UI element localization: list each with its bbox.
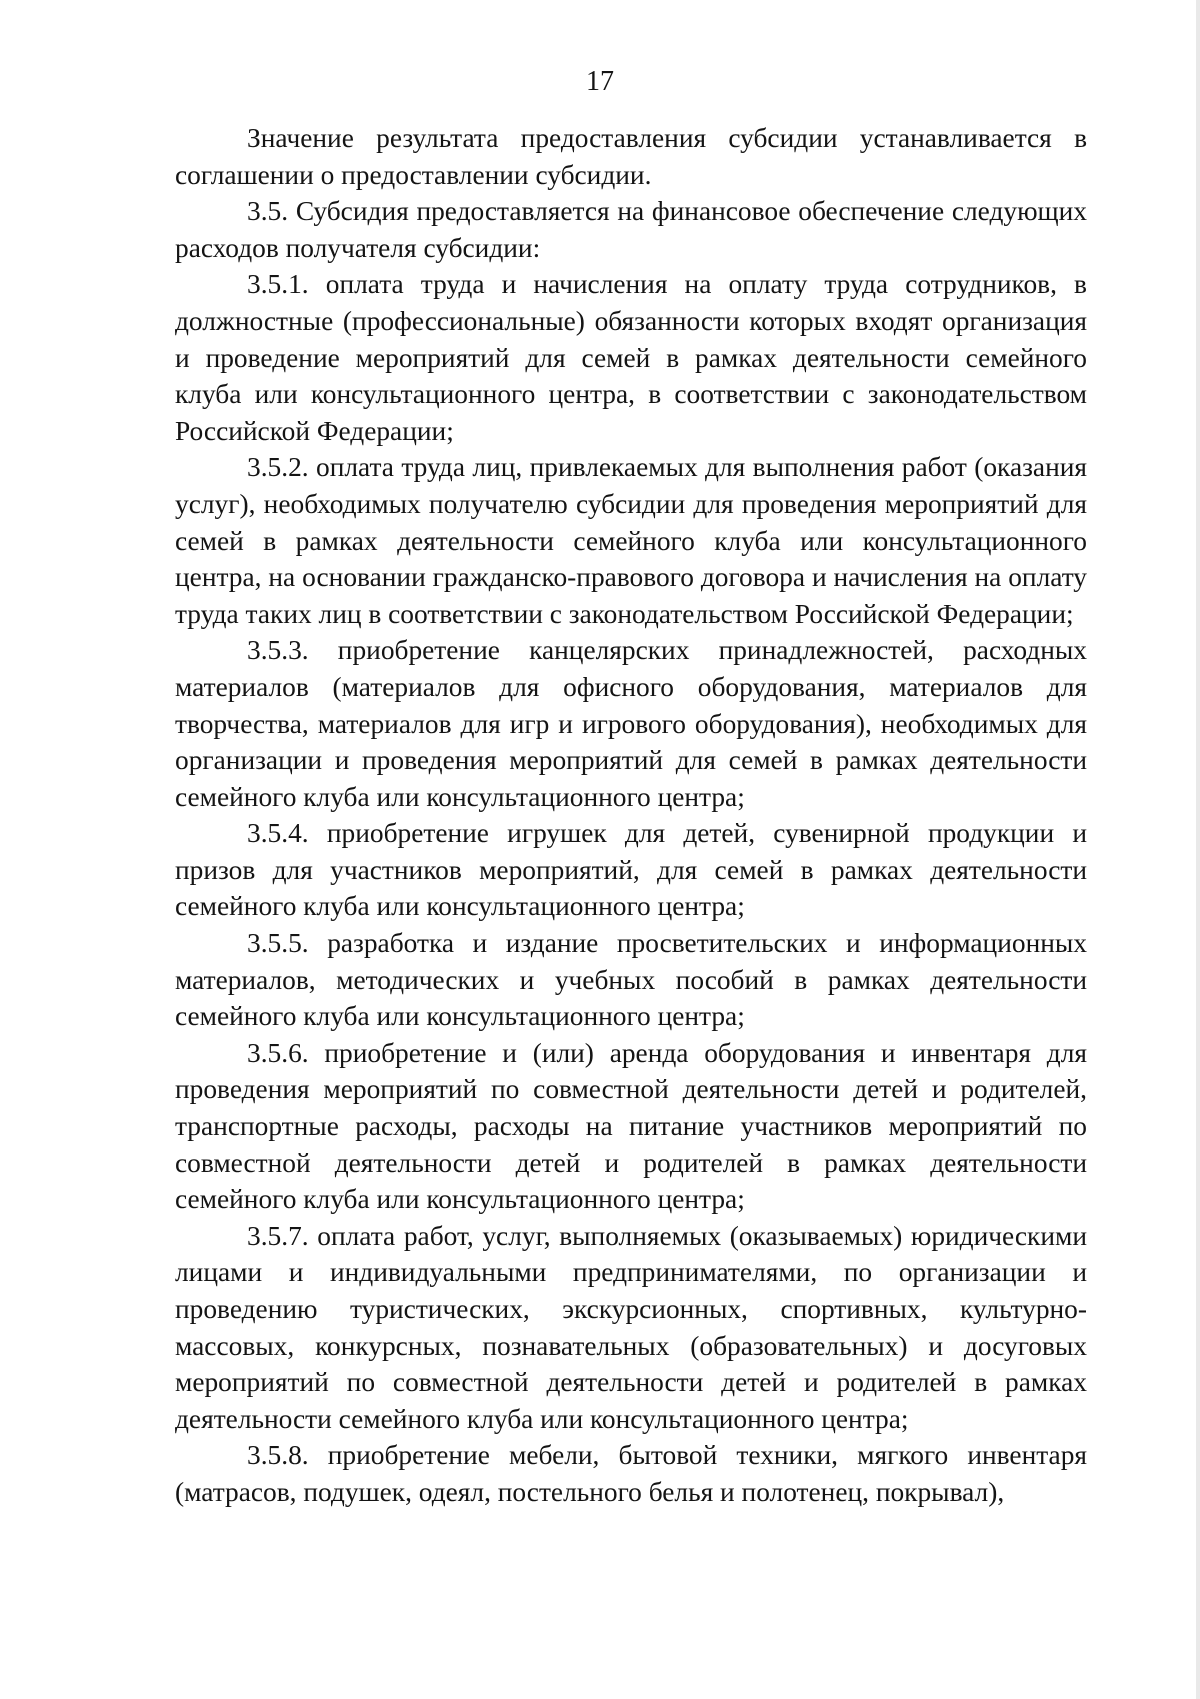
paragraph-3-5-8: 3.5.8. приобретение мебели, бытовой техники, мягкого инвентаря (матрасов, подушек, одеял, постельного белья и полотенец, покрывал), (175, 1440, 1087, 1507)
paragraph-3-5-1: 3.5.1. оплата труда и начисления на оплату труда сотрудников, в должностные (профессиональные) обязанности которых входят организация и проведение мероприятий для семей в рамках деятельности семейного клуба или консультационного центра, в соответствии с законодательством Российской Федерации; (175, 269, 1087, 446)
paragraph-3-5-2: 3.5.2. оплата труда лиц, привлекаемых для выполнения работ (оказания услуг), необходимых получателю субсидии для проведения мероприятий для семей в рамках деятельности семейного клуба или консультационного центра, на основании гражданско-правового договора и начисления на оплату труда таких лиц в соответствии с законодательством Российской Федерации; (175, 452, 1087, 629)
page-number: 17 (586, 66, 614, 97)
paragraph-3-5-5: 3.5.5. разработка и издание просветительских и информационных материалов, методических и учебных пособий в рамках деятельности семейного клуба или консультационного центра; (175, 928, 1087, 1032)
paragraph-3-5-7: 3.5.7. оплата работ, услуг, выполняемых (оказываемых) юридическими лицами и индивидуальными предпринимателями, по организации и проведению туристических, экскурсионных, спортивных, культурно-массовых, конкурсных, познавательных (образовательных) и досуговых мероприятий по совместной деятельности детей и родителей в рамках деятельности семейного клуба или консультационного центра; (175, 1220, 1087, 1434)
paragraph-3-5: 3.5. Субсидия предоставляется на финансовое обеспечение следующих расходов получателя субсидии: (175, 196, 1087, 263)
paragraph-3-5-6: 3.5.6. приобретение и (или) аренда оборудования и инвентаря для проведения мероприятий по совместной деятельности детей и родителей, транспортные расходы, расходы на питание участников мероприятий по совместной деятельности детей и родителей в рамках деятельности семейного клуба или консультационного центра; (175, 1037, 1087, 1215)
document-body (175, 120, 1087, 1511)
paragraph-3-5-4: 3.5.4. приобретение игрушек для детей, сувенирной продукции и призов для участников мероприятий, для семей в рамках деятельности семейного клуба или консультационного центра; (175, 818, 1087, 922)
paragraph-3-5-3: 3.5.3. приобретение канцелярских принадлежностей, расходных материалов (материалов для офисного оборудования, материалов для творчества, материалов для игр и игрового оборудования), необходимых для организации и проведения мероприятий для семей в рамках деятельности семейного клуба или консультационного центра; (175, 635, 1087, 812)
scan-edge-shadow (1196, 0, 1200, 1699)
paragraph-result-value: Значение результата предоставления субсидии устанавливается в соглашении о предоставлении субсидии. (175, 123, 1087, 190)
